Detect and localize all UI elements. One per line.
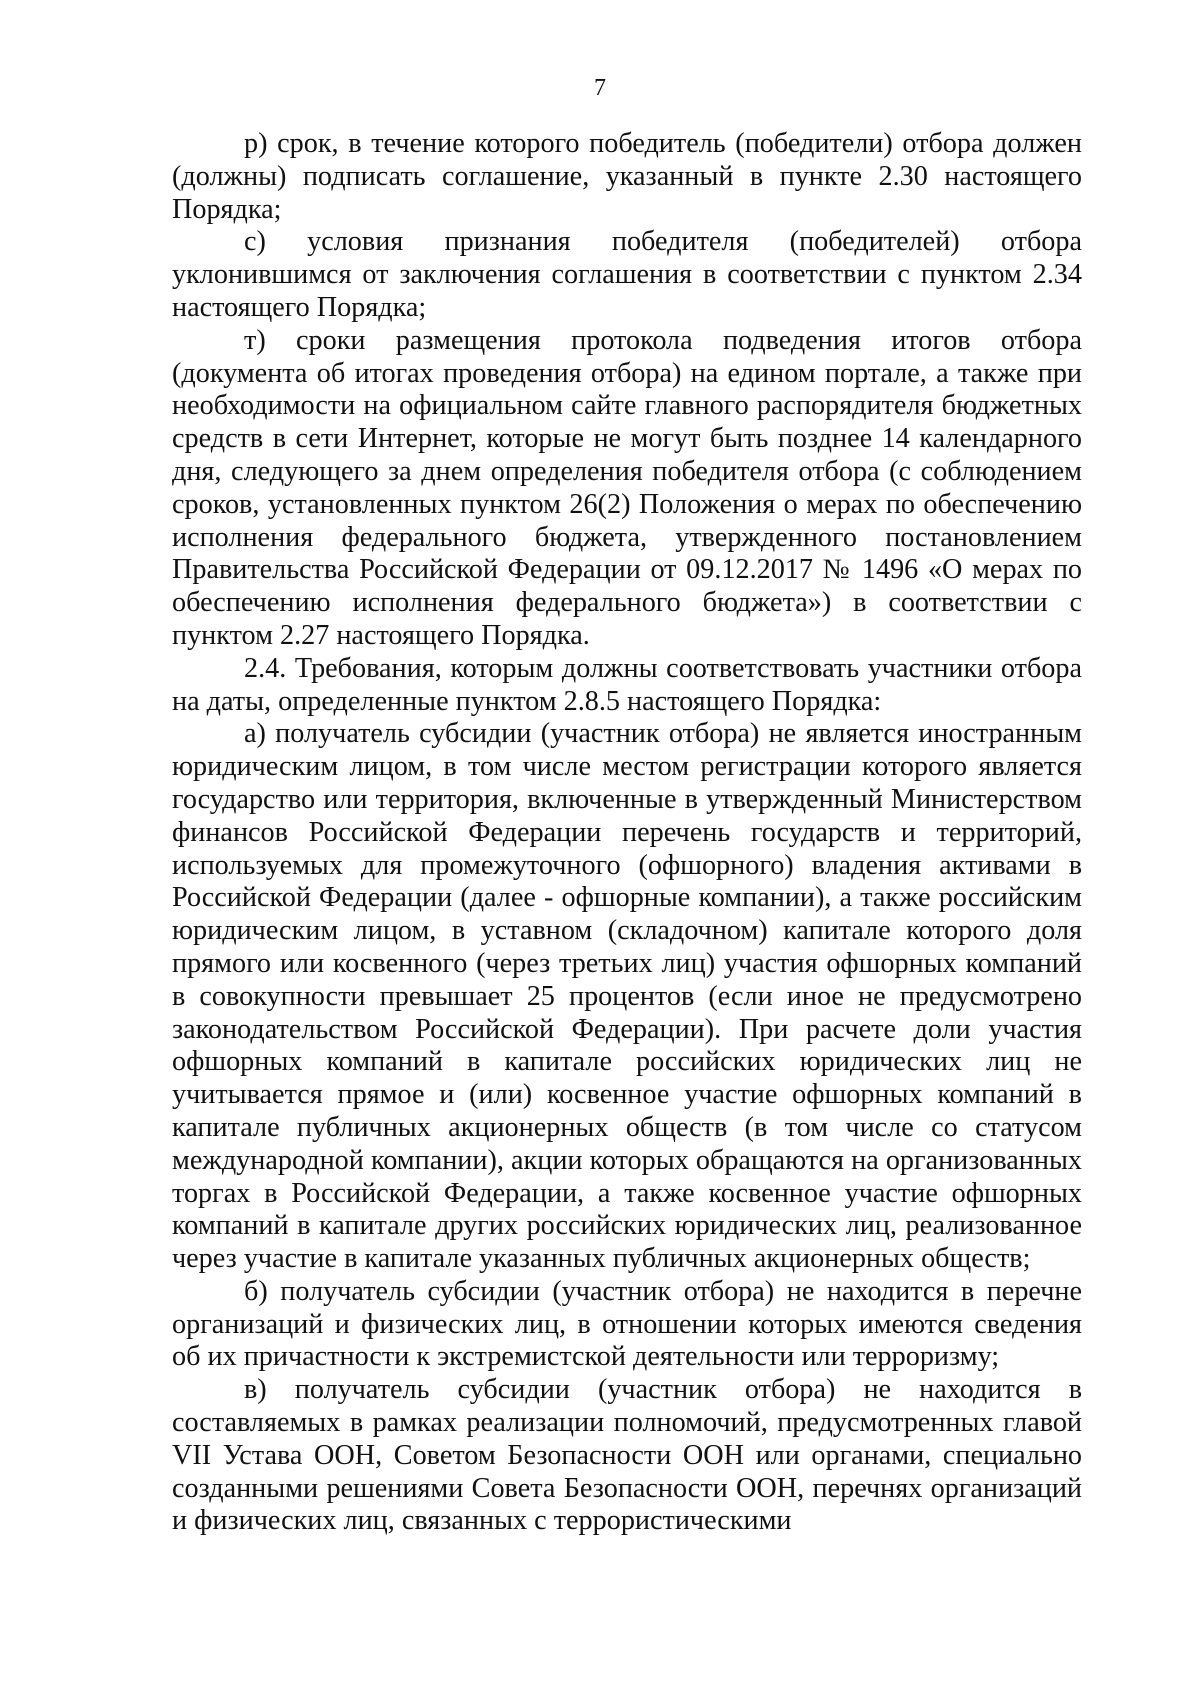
paragraph-t: т) сроки размещения протокола подведения итогов отбора (документа об итогах проведения отбора) на едином портале, а также при необходимости на официальном сайте главного распорядителя бюджетных средств в сети Интернет, которые не могут быть позднее 14 календарного дня, следующего за днем определения победителя отбора (с соблюдением сроков, установленных пунктом 26(2) Положения о мерах по обеспечению исполнения федерального бюджета, утвержденного постановлением Правительства Российской Федерации от 09.12.2017 № 1496 «О мерах по обеспечению исполнения федерального бюджета») в соответствии с пунктом 2.27 настоящего Порядка. [172, 324, 1082, 651]
paragraph-b: б) получатель субсидии (участник отбора) не находится в перечне организаций и физических лиц, в отношении которых имеются сведения об их причастности к экстремистской деятельности или терроризму; [172, 1275, 1082, 1373]
paragraph-r: р) срок, в течение которого победитель (победители) отбора должен (должны) подписать соглашение, указанный в пункте 2.30 настоящего Порядка; [172, 128, 1082, 225]
paragraph-2-4: 2.4. Требования, которым должны соответствовать участники отбора на даты, определенные пунктом 2.8.5 настоящего Порядка: [172, 652, 1082, 717]
page-number: 7 [594, 75, 606, 101]
paragraph-s: с) условия признания победителя (победителей) отбора уклонившимся от заключения соглашения в соответствии с пунктом 2.34 настоящего Порядка; [172, 226, 1082, 323]
paragraph-v: в) получатель субсидии (участник отбора) не находится в составляемых в рамках реализации полномочий, предусмотренных главой VII Устава ООН, Советом Безопасности ООН или органами, специально созданными решениями Совета Безопасности ООН, перечнях организаций и физических лиц, связанных с террористическими [172, 1374, 1082, 1537]
paragraph-a: а) получатель субсидии (участник отбора) не является иностранным юридическим лицом, в том числе местом регистрации которого является государство или территория, включенные в утвержденный Министерством финансов Российской Федерации перечень государств и территорий, используемых для промежуточного (офшорного) владения активами в Российской Федерации (далее - офшорные компании), а также российским юридическим лицом, в уставном (складочном) капитале которого доля прямого или косвенного (через третьих лиц) участия офшорных компаний в совокупности превышает 25 процентов (если иное не предусмотрено законодательством Российской Федерации). При расчете доли участия офшорных компаний в капитале российских юридических лиц не учитывается прямое и (или) косвенное участие офшорных компаний в капитале публичных акционерных обществ (в том числе со статусом международной компании), акции которых обращаются на организованных торгах в Российской Федерации, а также косвенное участие офшорных компаний в капитале других российских юридических лиц, реализованное через участие в капитале указанных публичных акционерных обществ; [172, 718, 1082, 1275]
document-body [172, 128, 1082, 1538]
